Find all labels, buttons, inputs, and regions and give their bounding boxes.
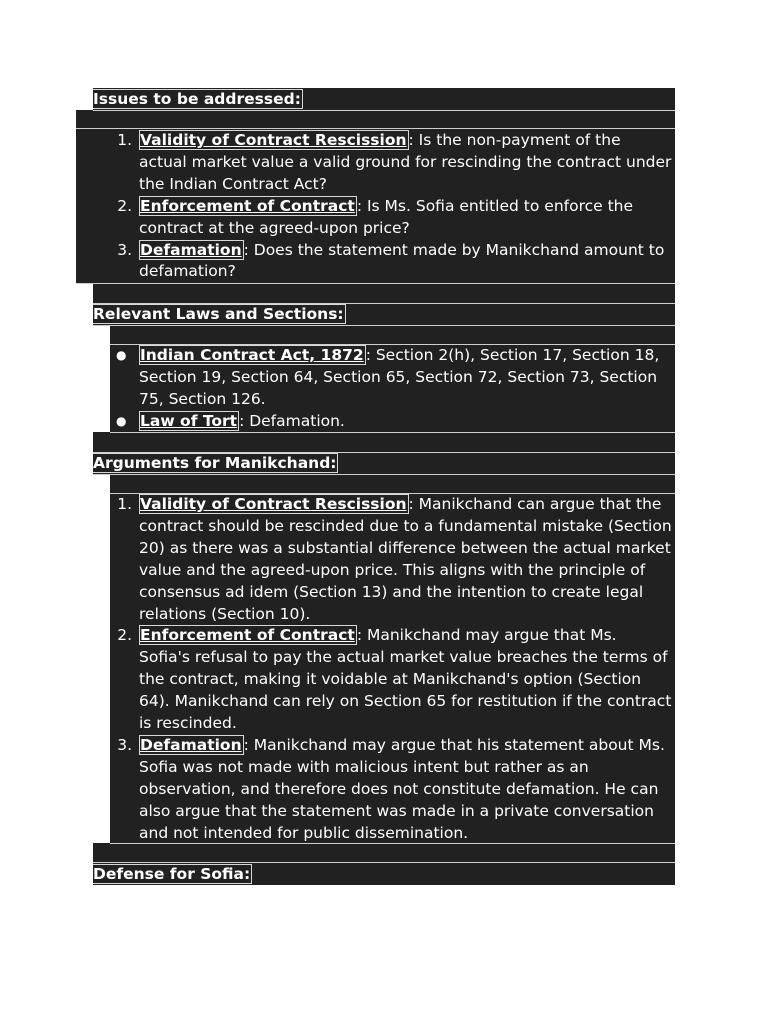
- spacer-band: [93, 283, 675, 303]
- separator-line: [76, 128, 675, 129]
- spacer-band: [76, 110, 675, 128]
- issue-text: : Does the statement made by Manikchand amount to defamation?: [139, 240, 665, 281]
- separator-line: [93, 110, 675, 111]
- issues-heading-text: Issues to be addressed:: [93, 90, 301, 108]
- spacer-band: [93, 432, 675, 452]
- arguments-heading-text: Arguments for Manikchand:: [93, 454, 337, 472]
- issue-text: : Is Ms. Sofia entitled to enforce the contract at the agreed-upon price?: [139, 196, 634, 237]
- separator-line: [93, 325, 675, 326]
- law-term: Law of Tort: [140, 411, 238, 430]
- list-number: 1.: [117, 495, 132, 513]
- spacer-band: [110, 325, 675, 344]
- laws-list: [112, 345, 672, 433]
- argument-text: : Manikchand may argue that Ms. Sofia's refusal to pay the actual market value breaches the terms of the contract, making it voidable at Manikchand's option (Section 64). Manikchand can rely on Section 65 for restitution if the contract is rescinded.: [139, 626, 672, 733]
- issues-heading: [93, 88, 303, 110]
- law-term: Indian Contract Act, 1872: [140, 346, 364, 364]
- issue-term: Validity of Contract Rescission: [140, 131, 407, 149]
- list-number: 3.: [117, 240, 132, 259]
- bullet-icon: ●: [116, 413, 127, 428]
- bullet-icon: ●: [116, 348, 127, 362]
- arguments-heading: [93, 452, 338, 474]
- list-item: [112, 240, 672, 284]
- list-item: [112, 494, 672, 625]
- argument-text: : Manikchand may argue that his statement about Ms. Sofia was not made with malicious intent but rather as an observation, and therefore does not constitute defamation. He can also argue that the statement was made in a private conversation and not intended for public dissemination.: [139, 735, 665, 842]
- list-number: 1.: [117, 131, 132, 149]
- list-number: 3.: [117, 735, 132, 754]
- argument-text: : Manikchand can argue that the contract should be rescinded due to a fundamental mistake (Section 20) as there was a substantial difference between the actual market value and the agreed-upon price. This aligns with the principle of consensus ad idem (Section 13) and the intention to create legal relations (Section 10).: [139, 495, 672, 623]
- issue-term: Defamation: [140, 240, 242, 259]
- list-number: 2.: [117, 196, 132, 215]
- list-item: [112, 735, 672, 845]
- law-text: : Section 2(h), Section 17, Section 18, Section 19, Section 64, Section 65, Section 72, Section 73, Section 75, Section 126.: [139, 346, 660, 408]
- list-item: [112, 411, 672, 433]
- separator-line: [93, 474, 675, 475]
- laws-heading: [93, 303, 346, 325]
- list-item: [112, 345, 672, 411]
- list-item: [112, 130, 672, 196]
- issues-list: [112, 130, 672, 283]
- argument-term: Defamation: [140, 735, 242, 754]
- laws-heading-text: Relevant Laws and Sections:: [93, 305, 344, 323]
- defense-heading: [93, 863, 252, 885]
- list-number: 2.: [117, 626, 132, 645]
- law-text: : Defamation.: [239, 411, 345, 430]
- argument-term: Enforcement of Contract: [140, 626, 355, 645]
- issue-text: : Is the non-payment of the actual market value a valid ground for rescinding the contract under the Indian Contract Act?: [139, 131, 672, 193]
- arguments-list: [112, 494, 672, 845]
- argument-term: Validity of Contract Rescission: [140, 495, 407, 513]
- list-item: [112, 196, 672, 240]
- spacer-band: [110, 474, 675, 493]
- spacer-band: [93, 843, 675, 862]
- defense-heading-text: Defense for Sofia:: [93, 865, 251, 883]
- issue-term: Enforcement of Contract: [140, 196, 355, 215]
- list-item: [112, 625, 672, 735]
